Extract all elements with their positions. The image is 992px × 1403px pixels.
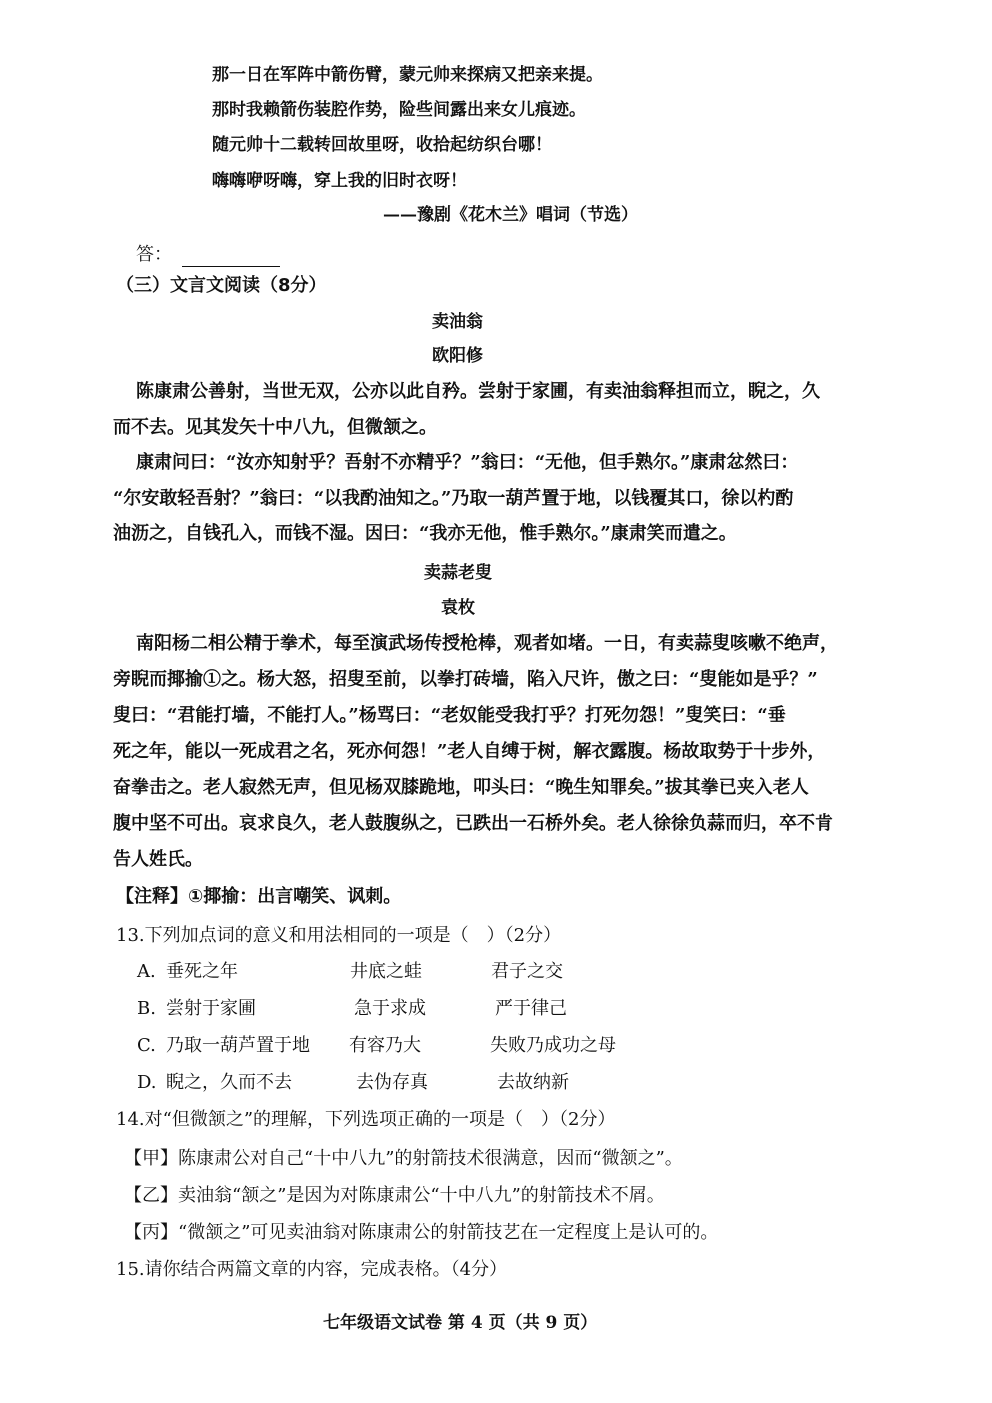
text1-author: 欧阳修 bbox=[432, 346, 483, 366]
option-letter: A. bbox=[137, 961, 156, 982]
text2-line: 死之年，能以一死成君之名，死亦何怨！”老人自缚于树，解衣露腹。杨故取势于十步外， bbox=[113, 741, 826, 762]
option-phrase: 乃取一葫芦置于地 bbox=[166, 1035, 310, 1056]
text1-line: “尔安敢轻吾射？”翁曰：“以我酌油知之。”乃取一葫芦置于地，以钱覆其口，徐以杓酌 bbox=[113, 488, 794, 509]
text1-line: 陈康肃公善射，当世无双，公亦以此自矜。尝射于家圃，有卖油翁释担而立，睨之，久 bbox=[136, 381, 820, 402]
option-phrase: 睨之，久而不去 bbox=[166, 1072, 292, 1093]
option-letter: B. bbox=[137, 998, 156, 1019]
option-phrase: 君子之交 bbox=[491, 961, 563, 982]
q14-item: 【乙】卖油翁“颔之”是因为对陈康肃公“十中八九”的射箭技术不屑。 bbox=[124, 1185, 665, 1206]
lyric-line: 那时我赖箭伤装腔作势，险些间露出来女儿痕迹。 bbox=[212, 100, 586, 120]
option-phrase: 垂死之年 bbox=[166, 961, 238, 982]
q15-stem: 15.请你结合两篇文章的内容，完成表格。（4分） bbox=[116, 1259, 508, 1280]
text2-line: 旁睨而揶揄①之。杨大怒，招叟至前，以拳打砖墙，陷入尺许，傲之曰：“叟能如是乎？” bbox=[113, 669, 818, 690]
lyric-line: 嗨嗨咿呀嗨，穿上我的旧时衣呀！ bbox=[212, 171, 467, 191]
lyric-line: 那一日在军阵中箭伤臂，蒙元帅来探病又把亲来提。 bbox=[212, 65, 603, 85]
annotation-note: 【注释】①揶揄：出言嘲笑、讽刺。 bbox=[116, 886, 402, 907]
text2-line: 告人姓氏。 bbox=[113, 849, 203, 870]
text2-line: 叟曰：“君能打墙，不能打人。”杨骂曰：“老奴能受我打乎？打死勿怨！”叟笑曰：“垂 bbox=[113, 705, 786, 726]
text2-line: 腹中坚不可出。哀求良久，老人鼓腹纵之，已跌出一石桥外矣。老人徐徐负蒜而归，卒不肯 bbox=[113, 813, 833, 834]
option-phrase: 急于求成 bbox=[354, 998, 426, 1019]
text2-author: 袁枚 bbox=[441, 598, 475, 618]
option-phrase: 尝射于家圃 bbox=[166, 998, 256, 1019]
answer-blank[interactable] bbox=[182, 248, 280, 267]
text1-line: 油沥之，自钱孔入，而钱不湿。因曰：“我亦无他，惟手熟尔。”康肃笑而遣之。 bbox=[113, 523, 737, 544]
q14-stem: 14.对“但微颔之”的理解，下列选项正确的一项是（ ）（2分） bbox=[116, 1109, 616, 1130]
text1-line: 康肃问曰：“汝亦知射乎？吾射不亦精乎？”翁曰：“无他，但手熟尔。”康肃忿然曰： bbox=[136, 452, 799, 473]
q13-stem: 13.下列加点词的意义和用法相同的一项是（ ）（2分） bbox=[116, 925, 562, 946]
lyric-source: ——豫剧《花木兰》唱词（节选） bbox=[383, 205, 638, 225]
page-footer: 七年级语文试卷 第 4 页（共 9 页） bbox=[323, 1313, 598, 1333]
text1-title: 卖油翁 bbox=[432, 312, 483, 332]
option-phrase: 有容乃大 bbox=[349, 1035, 421, 1056]
option-letter: D. bbox=[137, 1072, 157, 1093]
answer-field[interactable] bbox=[136, 243, 280, 267]
option-phrase: 井底之蛙 bbox=[350, 961, 422, 982]
text1-line: 而不去。见其发矢十中八九，但微颔之。 bbox=[113, 417, 437, 438]
q14-item: 【甲】陈康肃公对自己“十中八九”的射箭技术很满意，因而“微颔之”。 bbox=[124, 1148, 683, 1169]
q14-item: 【丙】“微颔之”可见卖油翁对陈康肃公的射箭技艺在一定程度上是认可的。 bbox=[124, 1222, 719, 1243]
text2-line: 南阳杨二相公精于拳术，每至演武场传授枪棒，观者如堵。一日，有卖蒜叟咳嗽不绝声， bbox=[136, 633, 838, 654]
option-letter: C. bbox=[137, 1035, 156, 1056]
option-phrase: 失败乃成功之母 bbox=[490, 1035, 616, 1056]
text2-line: 奋拳击之。老人寂然无声，但见杨双膝跪地，叩头曰：“晚生知罪矣。”拔其拳已夹入老人 bbox=[113, 777, 809, 798]
option-phrase: 去伪存真 bbox=[356, 1072, 428, 1093]
option-phrase: 去故纳新 bbox=[497, 1072, 569, 1093]
lyric-line: 随元帅十二载转回故里呀，收拾起纺织台哪！ bbox=[212, 135, 552, 155]
section-heading: （三）文言文阅读（8分） bbox=[116, 275, 327, 296]
text2-title: 卖蒜老叟 bbox=[424, 563, 492, 583]
option-phrase: 严于律己 bbox=[495, 998, 567, 1019]
answer-label: 答： bbox=[136, 244, 172, 265]
